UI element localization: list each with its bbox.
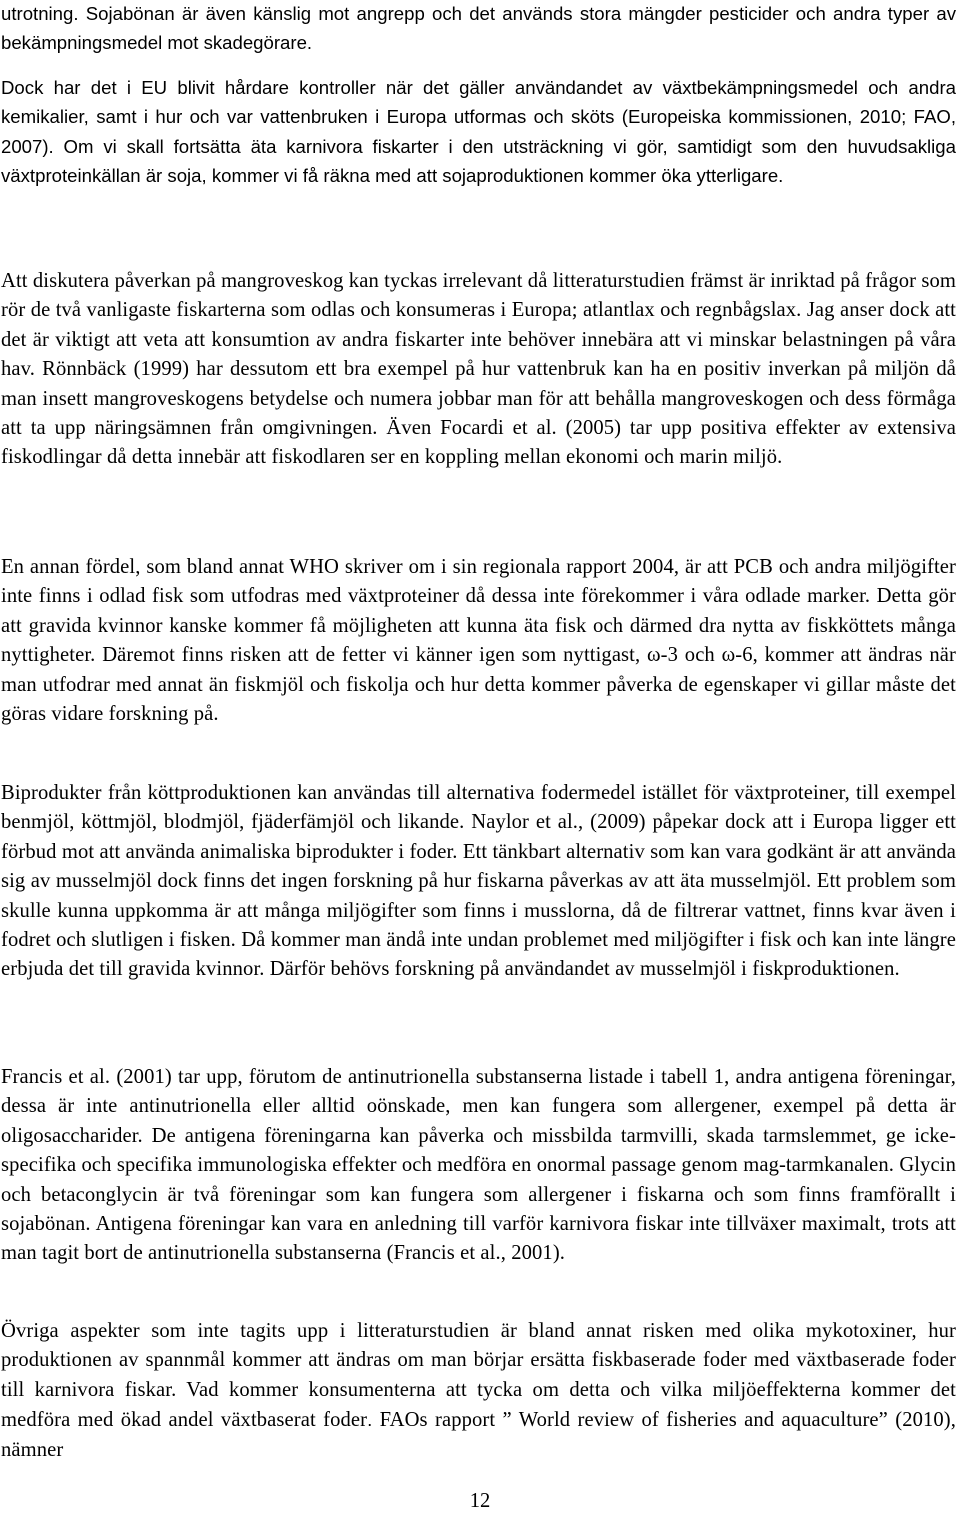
paragraph-text: Övriga aspekter som inte tagits upp i litteraturstudien är bland annat risken med olika mykotoxiner, hur produktionen av spannmål kommer att ändras om man börjar ersätta fiskbaserade foder med växtbaserade foder till karnivora fiskar. Vad kommer konsumenterna att tycka om detta och vilka miljöeffekterna kommer det medföra med ökad andel växtbaserat foder [1, 1320, 956, 1432]
paragraph-text-sans-period: . [367, 1409, 373, 1431]
paragraph-text: Biprodukter från köttproduktionen kan användas till alternativa fodermedel istället för växtproteiner, till exempel benmjöl, köttmjöl, blodmjöl, fjäderfämjöl och likande. Naylor et al., (2009) påpekar dock att i Europa ligger ett förbud mot att använda animaliska biprodukter i foder. Ett tänkbart alternativ som kan vara godkänt är att använda sig av musselmjöl dock finns det ingen forskning på hur fiskarna påverkas av att äta musselmjöl. Ett problem som skulle kunna uppkomma är att många miljögifter som finns i musslorna, då de filtrerar vattnet, finns kvar även i fodret och slutligen i fisken. Då kommer man ändå inte undan problemet med miljögifter i fisk och kan inte längre erbjuda det till gravida kvinnor. Därför behövs forskning på användandet av musselmjöl i fiskproduktionen. [1, 782, 956, 981]
page-number: 12 [469, 1490, 491, 1512]
paragraph-who-pcb [1, 553, 956, 729]
paragraph-other-aspects [1, 1317, 956, 1465]
paragraph-mangrove [1, 267, 956, 473]
paragraph-text: utrotning. Sojabönan är även känslig mot angrepp och det används stora mängder pesticider och andra typer av bekämpningsmedel mot skadegörare. [1, 3, 956, 54]
paragraph-eu-controls [1, 73, 956, 191]
paragraph-text: En annan fördel, som bland annat WHO skriver om i sin regionala rapport 2004, är att PCB och andra miljögifter inte finns i odlad fisk som utfodras med växtproteiner då dessa inte förekommer i våra odlade marker. Detta gör att gravida kvinnor kanske kommer få möjligheten att kunna äta fisk och därmed dra nytta av fiskköttets många nyttigheter. Däremot finns risken att de fetter vi känner igen som nyttigast, ω-3 och ω-6, kommer att ändras när man utfodrar med annat än fiskmjöl och fiskolja och hur detta kommer påverka de egenskaper vi gillar måste det göras vidare forskning på. [1, 556, 956, 726]
paragraph-byproducts [1, 779, 956, 985]
paragraph-antigens [1, 1063, 956, 1269]
paragraph-text: Francis et al. (2001) tar upp, förutom de antinutrionella substanserna listade i tabell 1, andra antigena föreningar, dessa är inte antinutrionella eller alltid oönskade, men kan fungera som allergener, exempel på detta är oligosaccharider. De antigena föreningarna kan påverka och missbilda tarmvilli, skada tarmslemmet, ge icke-specifika och specifika immunologiska effekter och medföra en onormal passage genom mag-tarmkanalen. Glycin och betaconglycin är två föreningar som kan fungera som allergener i fiskarna och som finns framförallt i sojabönan. Antigena föreningar kan vara en anledning till varför karnivora fiskar inte tillväxer maximalt, trots att man tagit bort de antinutrionella substanserna (Francis et al., 2001). [1, 1066, 956, 1265]
paragraph-text: Att diskutera påverkan på mangroveskog kan tyckas irrelevant då litteraturstudien främst är inriktad på frågor som rör de två vanligaste fiskarterna som odlas och konsumeras i Europa; atlantlax och regnbågslax. Jag anser dock att det är viktigt att veta att konsumtion av andra fiskarter inte behöver innebära att vi minskar belastningen på våra hav. Rönnbäck (1999) har dessutom ett bra exempel på hur vattenbruk kan ha en positiv inverkan på miljön då man insett mangroveskogens betydelse och numera jobbar man för att behålla mangroveskogen och dess förmåga att ta upp näringsämnen från omgivningen. Även Focardi et al. (2005) tar upp positiva effekter av extensiva fiskodlingar då detta innebär att fiskodlaren ser en koppling mellan ekonomi och marin miljö. [1, 270, 956, 469]
paragraph-soy-pesticides [1, 0, 956, 58]
paragraph-text: FAOs rapport ” World review of fisheries and aquaculture” (2010), nämner [1, 1409, 956, 1461]
paragraph-text: Dock har det i EU blivit hårdare kontroller när det gäller användandet av växtbekämpningsmedel och andra kemikalier, samt i hur och var vattenbruken i Europa utformas och sköts (Europeiska kommissionen, 2010; FAO, 2007). Om vi skall fortsätta äta karnivora fiskarter i den utsträckning vi gör, samtidigt som den huvudsakliga växtproteinkällan är soja, kommer vi få räkna med att sojaproduktionen kommer öka ytterligare. [1, 77, 956, 187]
